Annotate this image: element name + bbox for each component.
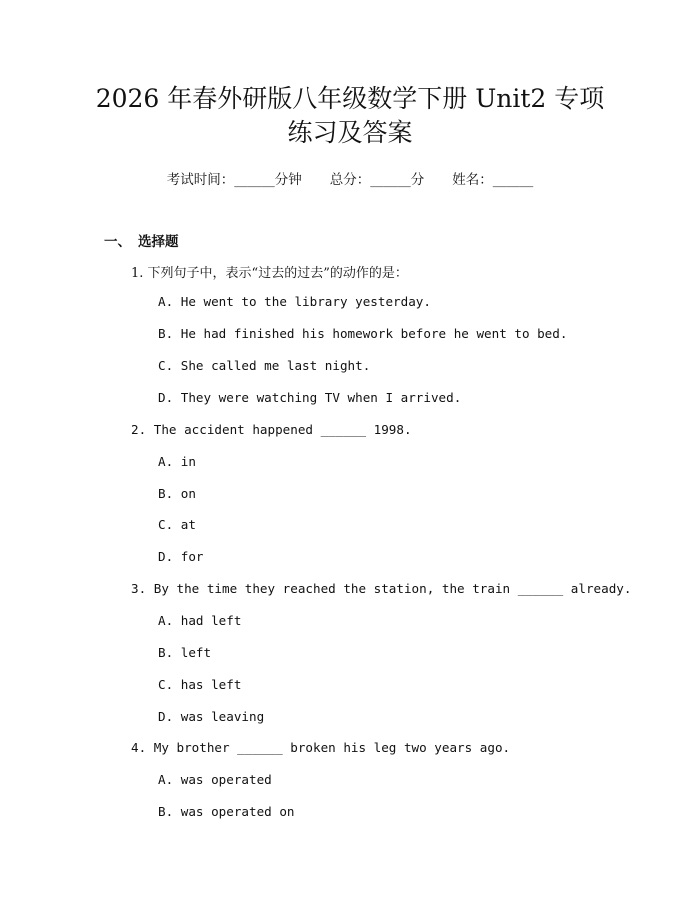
exam-meta — [0, 168, 700, 188]
question-1-option-d: D. They were watching TV when I arrived. — [158, 390, 462, 405]
section-number: 一、 — [104, 234, 131, 250]
exam-time: 考试时间：______分钟 — [166, 172, 302, 188]
question-2-option-b: B. on — [158, 486, 196, 501]
question-3 — [131, 581, 631, 596]
question-1-option-c: C. She called me last night. — [158, 358, 371, 373]
question-text: The accident happened ______ 1998. — [153, 422, 412, 437]
question-4-option-b: B. was operated on — [158, 804, 295, 819]
title-line-1: 2026 年春外研版八年级数学下册 Unit2 专项 — [95, 84, 605, 113]
student-name: 姓名：______ — [452, 172, 534, 188]
question-3-option-d: D. was leaving — [158, 709, 265, 724]
question-number: 2. — [131, 422, 147, 437]
question-number: 3. — [131, 581, 147, 596]
section-title: 选择题 — [138, 234, 179, 250]
question-3-option-a: A. had left — [158, 613, 242, 628]
question-2-option-d: D. for — [158, 549, 204, 564]
question-text: By the time they reached the station, the train ______ already. — [153, 581, 632, 596]
document-title — [0, 82, 700, 150]
question-4 — [131, 740, 510, 755]
question-number: 1. — [131, 266, 144, 281]
exam-total-score: 总分：______分 — [329, 172, 425, 188]
section-heading — [104, 230, 179, 250]
question-1 — [131, 262, 408, 281]
question-2 — [131, 422, 412, 437]
question-text: My brother ______ broken his leg two years ago. — [153, 740, 511, 755]
question-2-option-c: C. at — [158, 517, 196, 532]
question-1-option-a: A. He went to the library yesterday. — [158, 294, 431, 309]
question-text: 下列句子中，表示“过去的过去”的动作的是： — [147, 266, 408, 281]
title-line-2: 练习及答案 — [287, 118, 413, 147]
question-1-option-b: B. He had finished his homework before he went to bed. — [158, 326, 568, 341]
question-3-option-b: B. left — [158, 645, 212, 660]
question-4-option-a: A. was operated — [158, 772, 272, 787]
question-number: 4. — [131, 740, 147, 755]
question-3-option-c: C. has left — [158, 677, 242, 692]
question-2-option-a: A. in — [158, 454, 196, 469]
